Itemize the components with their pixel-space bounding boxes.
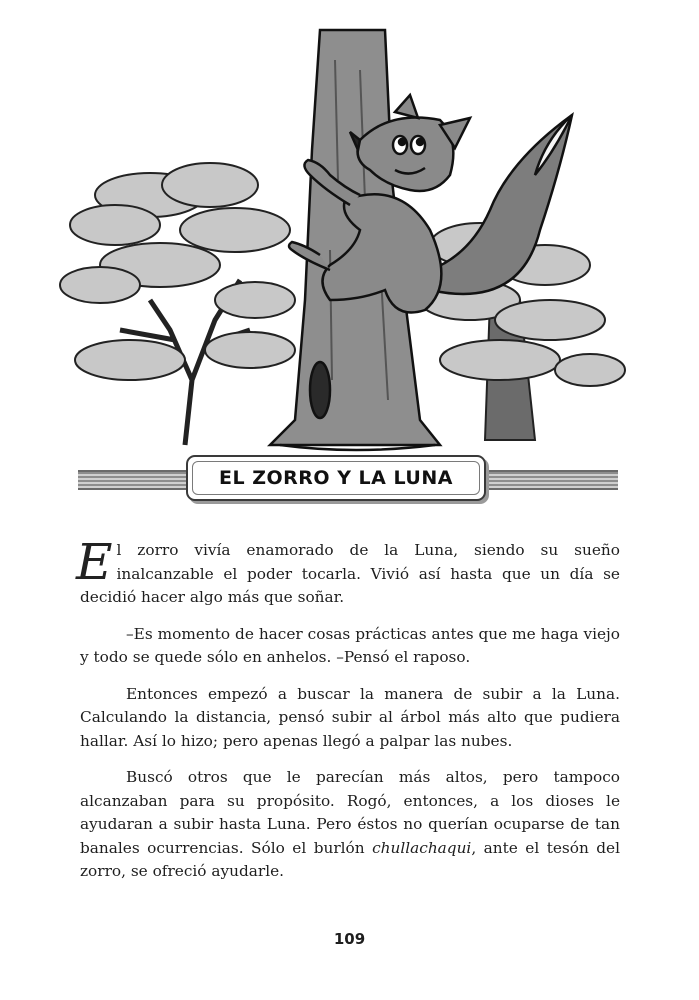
left-tree: [60, 163, 295, 445]
paragraph-1-text: l zorro vivía enamorado de la Luna, siendo su sueño inalcanzable el poder tocarla. Vivió así hasta que un día se decidió hacer algo más que soñar.: [80, 541, 620, 606]
paragraph-4-text-after: , ante el tesón del zorro, se ofreció ayudarle.: [80, 838, 621, 880]
paragraph-2: –Es momento de hacer cosas prácticas antes que me haga viejo y todo se quede sólo en anhelos. –Pensó el raposo.: [80, 624, 620, 666]
paragraph-4-text-before: Buscó otros que le parecían más altos, pero tampoco alcanzaban para su propósito. Rogó, entonces, a los dioses le ayudaran a subir hasta Luna. Pero éstos no querían ocuparse de tan banales ocurrencias. Sólo el burlón: [80, 768, 620, 857]
paragraph-3: Entonces empezó a buscar la manera de subir a la Luna. Calculando la distancia, pensó subir al árbol más alto que pudiera hallar. Así lo hizo; pero apenas llegó a palpar las nubes.: [80, 684, 620, 750]
title-plate-inner: [192, 461, 480, 495]
paragraph-1: [76, 533, 620, 610]
fox-tree-illustration: [0, 0, 699, 460]
story-text: [76, 533, 621, 897]
emphasized-word: chullachaqui: [372, 838, 472, 857]
paragraph-4: [80, 766, 620, 884]
story-title: EL ZORRO Y LA LUNA: [219, 467, 453, 489]
title-banner: [78, 450, 618, 508]
title-plate: [186, 455, 486, 501]
page-number: 109: [333, 930, 366, 948]
dropcap-letter: E: [76, 533, 113, 591]
